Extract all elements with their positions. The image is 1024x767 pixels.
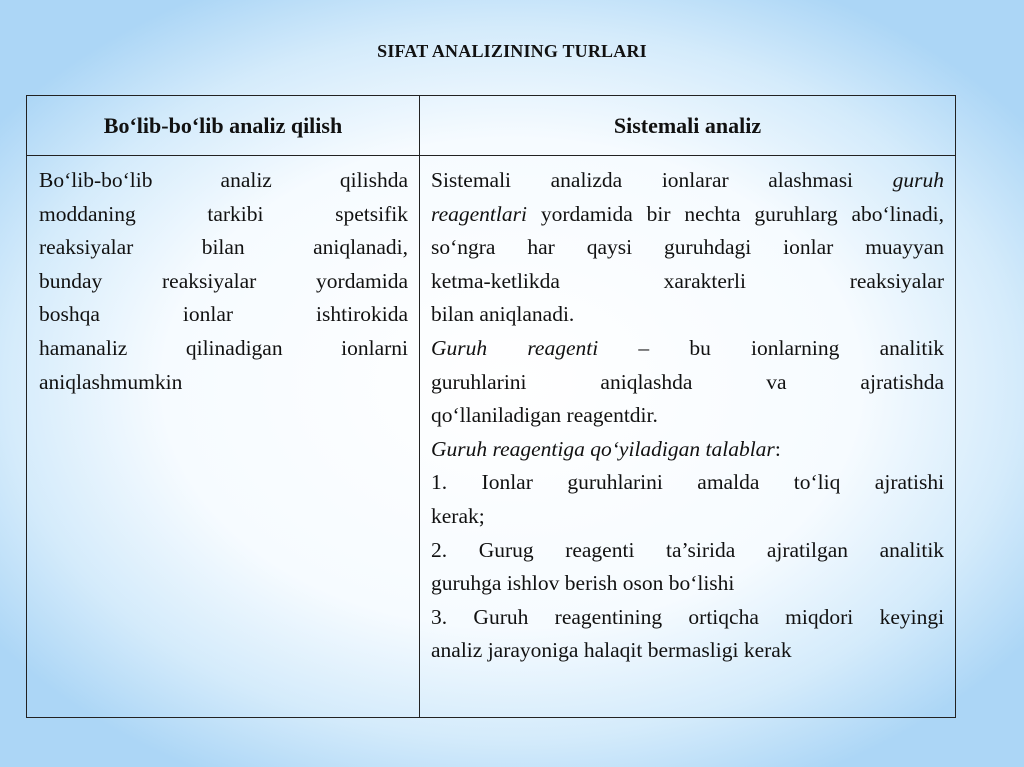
comparison-table xyxy=(26,95,956,718)
left-text-line: reaksiyalar bilan aniqlanadi, xyxy=(39,235,408,260)
right-text-line: Guruh reagentiga qo‘yiladigan talablar: xyxy=(431,436,781,461)
right-text-line: so‘ngra har qaysi guruhdagi ionlar muayyan xyxy=(431,235,945,260)
right-text-line: analiz jarayoniga halaqit bermasligi kerak xyxy=(431,638,792,663)
left-text-line: Bo‘lib-bo‘lib analiz qilishda xyxy=(39,168,408,192)
header-left: Bo‘lib-bo‘lib analiz qilish xyxy=(103,113,343,138)
right-cell-text xyxy=(431,164,944,668)
right-text-line: kerak; xyxy=(431,503,485,528)
left-text-line: hamanaliz qilinadigan ionlarni xyxy=(39,335,408,360)
header-divider xyxy=(27,155,955,156)
right-text-line: guruhga ishlov berish oson bo‘lishi xyxy=(431,571,735,596)
slide-title: SIFAT ANALIZINING TURLARI xyxy=(377,41,647,61)
right-text-line: 3. Guruh reagentining ortiqcha miqdori keyingi xyxy=(431,604,945,629)
right-text-line: reagentlari yordamida bir nechta guruhlarg abo‘linadi, xyxy=(431,201,945,226)
right-text-line: Guruh reagenti – bu ionlarning analitik xyxy=(431,335,945,360)
right-text-line: 2. Gurug reagenti ta’sirida ajratilgan analitik xyxy=(431,537,945,562)
right-text-line: 1. Ionlar guruhlarini amalda to‘liq ajratishi xyxy=(431,470,945,495)
right-text-line: bilan aniqlanadi. xyxy=(431,302,575,327)
right-text-line: qo‘llaniladigan reagentdir. xyxy=(431,403,658,428)
left-cell-text xyxy=(39,164,408,399)
left-text-line: moddaning tarkibi spetsifik xyxy=(39,201,408,226)
left-text-line: aniqlashmumkin xyxy=(39,369,183,394)
left-text-line: bunday reaksiyalar yordamida xyxy=(39,268,408,293)
left-text-line: boshqa ionlar ishtirokida xyxy=(39,302,408,327)
header-right: Sistemali analiz xyxy=(613,113,762,138)
column-divider xyxy=(419,96,420,717)
right-text-line: Sistemali analizda ionlarar alashmasi guruh xyxy=(431,168,944,192)
right-text-line: ketma-ketlikda xarakterli reaksiyalar xyxy=(431,268,945,293)
right-text-line: guruhlarini aniqlashda va ajratishda xyxy=(431,369,944,394)
